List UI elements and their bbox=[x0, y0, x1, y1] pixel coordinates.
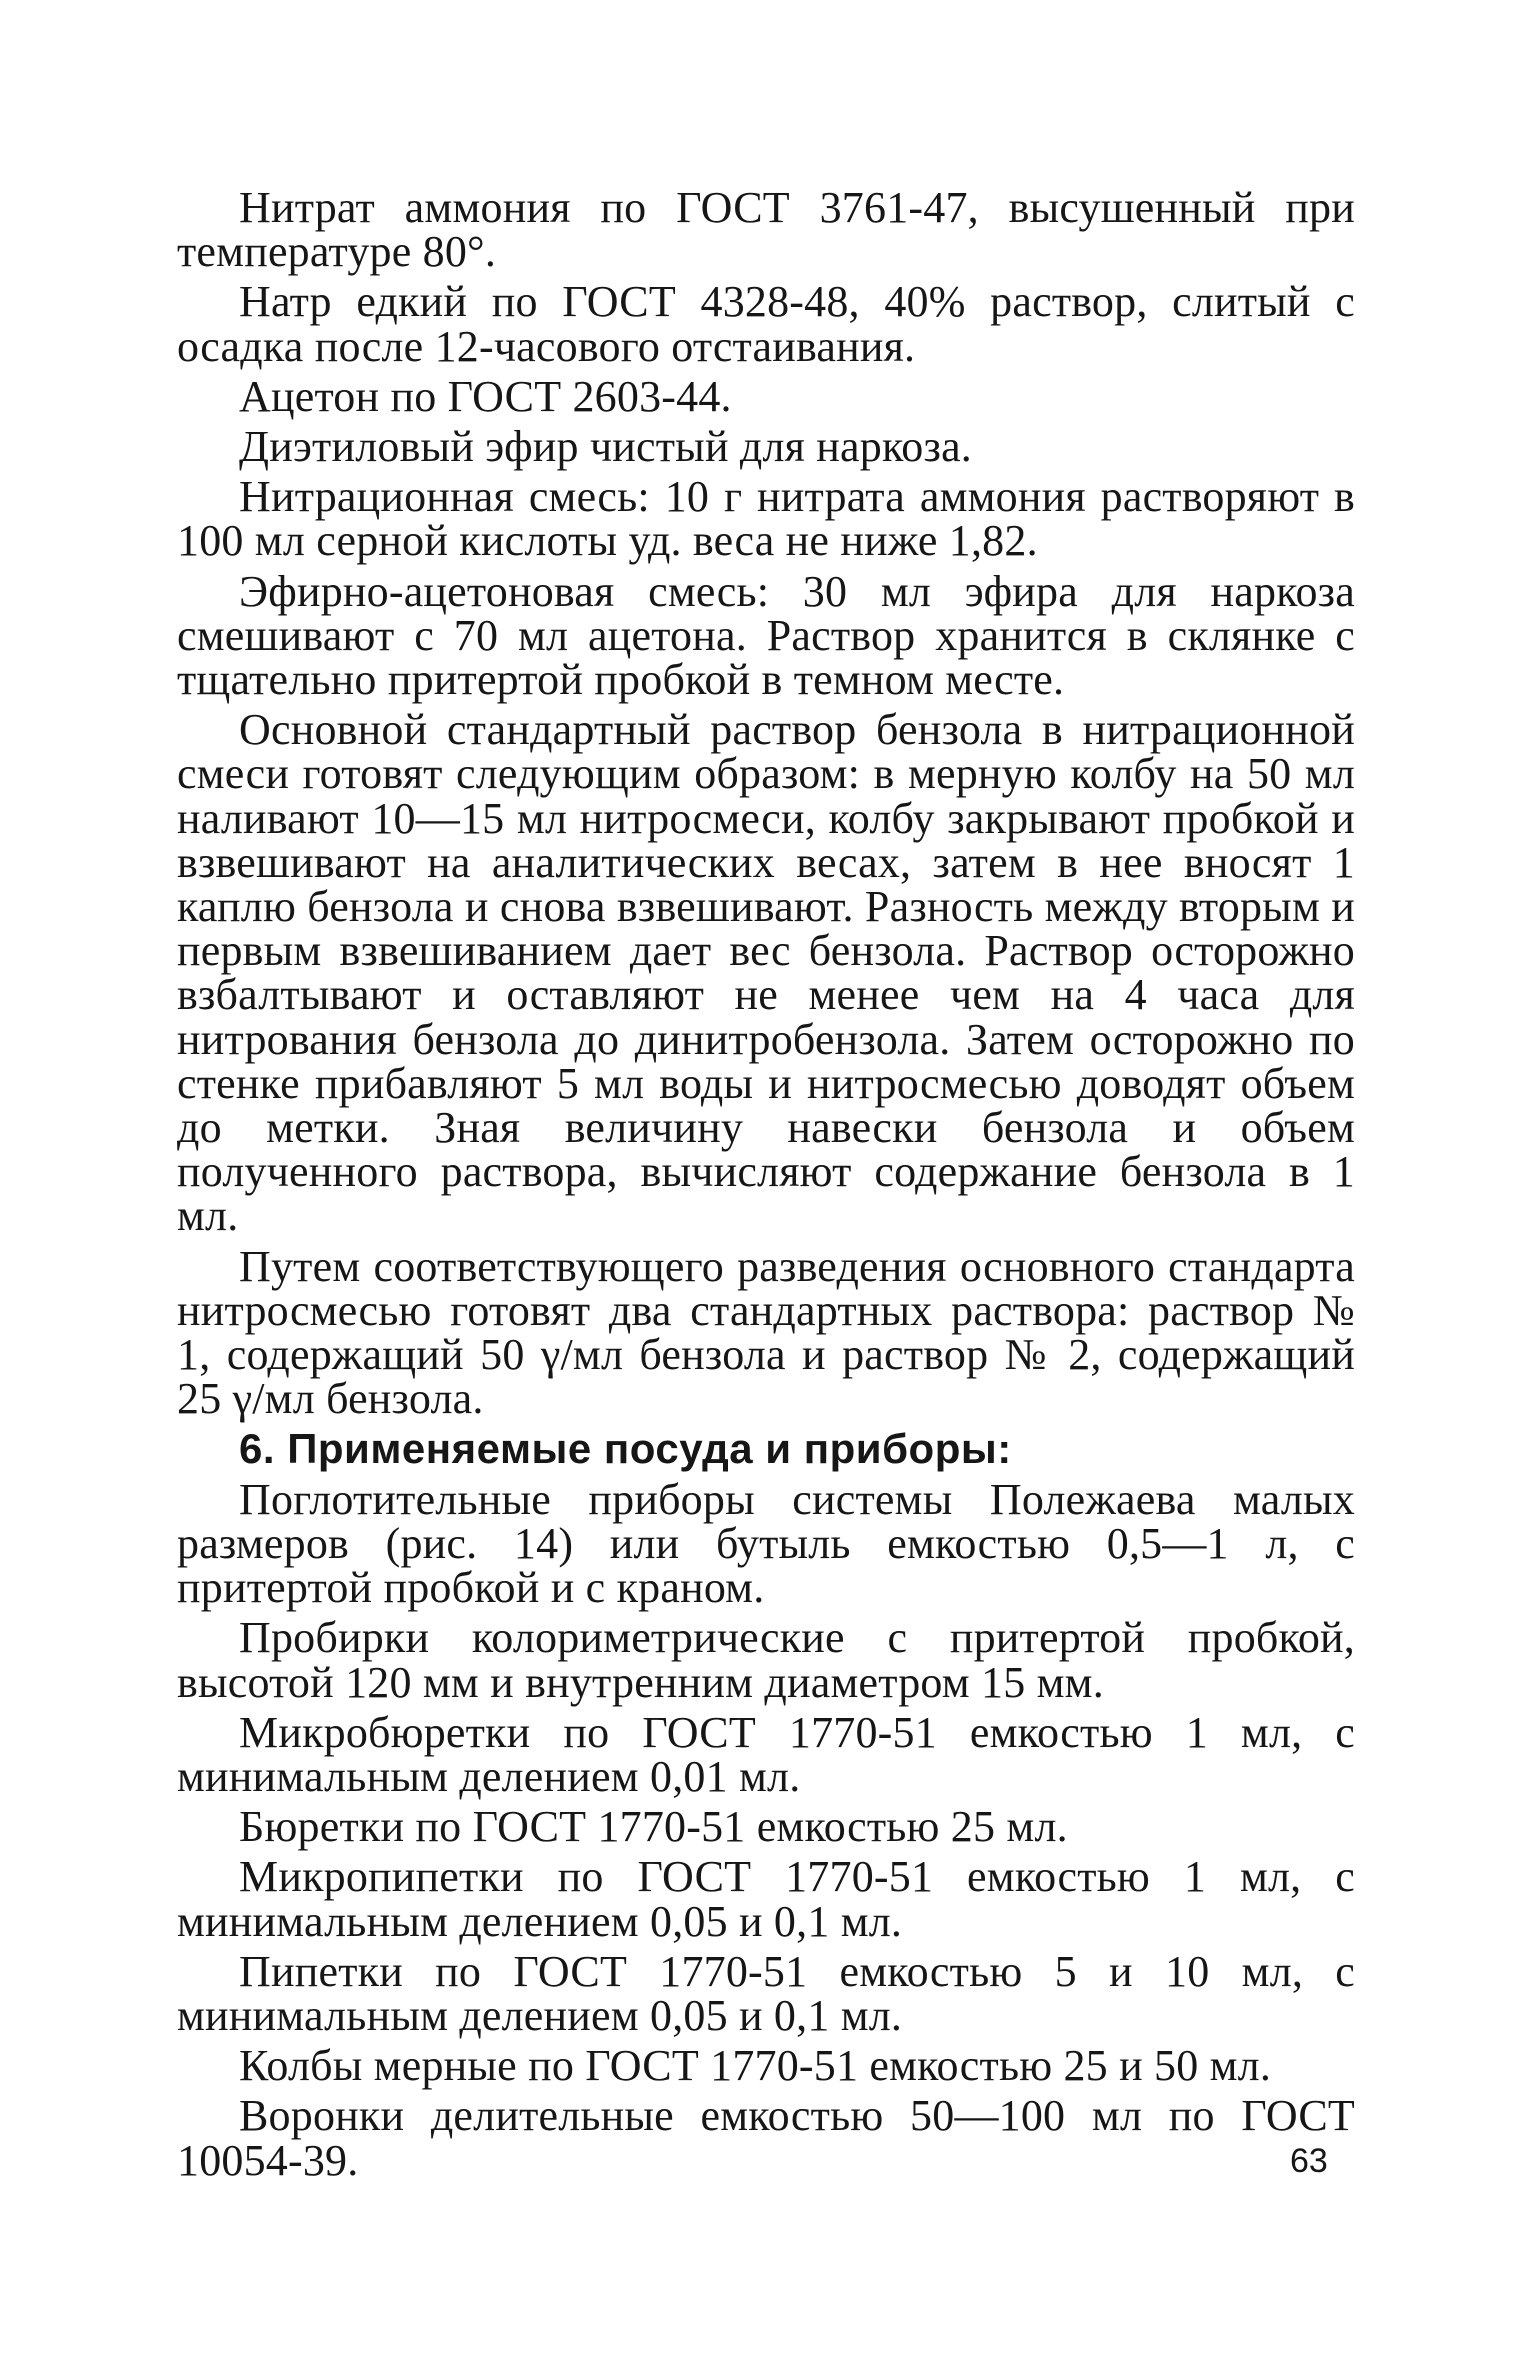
paragraph-micropipettes: Микропипетки по ГОСТ 1770-51 емкостью 1 мл, с минимальным делением 0,05 и 0,1 мл. bbox=[177, 1852, 1355, 1946]
paragraph-diethyl-ether: Диэтиловый эфир чистый для наркоза. bbox=[239, 422, 972, 472]
page-number: 63 bbox=[1290, 2142, 1328, 2180]
paragraph-ammonium-nitrate: Нитрат аммония по ГОСТ 3761-47, высушенный при температуре 80°. bbox=[177, 183, 1355, 277]
paragraph-burettes: Бюретки по ГОСТ 1770-51 емкостью 25 мл. bbox=[239, 1802, 1068, 1852]
paragraph-test-tubes: Пробирки колориметрические с притертой пробкой, высотой 120 мм и внутренним диаметром 15 мм. bbox=[177, 1613, 1355, 1707]
paragraph-standard-dilutions: Путем соответствующего разведения основного стандарта нитросмесью готовят два стандартных раствора: раствор № 1, содержащий 50 γ/мл бензола и раствор № 2, содержащий 25 γ/мл бензола. bbox=[177, 1241, 1355, 1424]
section-heading: 6. Применяемые посуда и приборы: bbox=[239, 1425, 1012, 1473]
paragraph-sodium-hydroxide: Натр едкий по ГОСТ 4328-48, 40% раствор, слитый с осадка после 12-часового отстаивания. bbox=[177, 277, 1355, 371]
paragraph-main-standard-solution: Основной стандартный раствор бензола в нитрационной смеси готовят следующим образом: в мерную колбу на 50 мл наливают 10—15 мл нитросмеси, колбу закрывают пробкой и взвешивают на аналитических весах, затем в нее вносят 1 каплю бензола и снова взвешивают. Разность между вторым и первым взвешиванием дает вес бензола. Раствор осторожно взбалтывают и оставляют не менее чем на 4 часа для нитрования бензола до динитробензола. Затем осторожно по стенке прибавляют 5 мл воды и нитросмесью доводят объем до метки. Зная величину навески бензола и объем полученного раствора, вычисляют содержание бензола в 1 мл. bbox=[177, 705, 1355, 1241]
paragraph-acetone: Ацетон по ГОСТ 2603-44. bbox=[239, 371, 732, 421]
paragraph-pipettes: Пипетки по ГОСТ 1770-51 емкостью 5 и 10 мл, с минимальным делением 0,05 и 0,1 мл. bbox=[177, 1946, 1355, 2040]
paragraph-microburettes: Микробюретки по ГОСТ 1770-51 емкостью 1 мл, с минимальным делением 0,01 мл. bbox=[177, 1707, 1355, 1801]
paragraph-separatory-funnels: Воронки делительные емкостью 50—100 мл по ГОСТ 10054-39. bbox=[177, 2091, 1355, 2185]
paragraph-ether-acetone-mixture: Эфирно-ацетоновая смесь: 30 мл эфира для наркоза смешивают с 70 мл ацетона. Раствор хранится в склянке с тщательно притертой пробкой в темном месте. bbox=[177, 566, 1355, 705]
paragraph-absorption-devices: Поглотительные приборы системы Полежаева малых размеров (рис. 14) или бутыль емкостью 0,5—1 л, с притертой пробкой и с краном. bbox=[177, 1474, 1355, 1613]
paragraph-volumetric-flasks: Колбы мерные по ГОСТ 1770-51 емкостью 25 и 50 мл. bbox=[239, 2041, 1272, 2091]
page-text bbox=[177, 183, 1355, 2189]
paragraph-nitration-mixture: Нитрационная смесь: 10 г нитрата аммония растворяют в 100 мл серной кислоты уд. веса не ниже 1,82. bbox=[177, 472, 1355, 566]
